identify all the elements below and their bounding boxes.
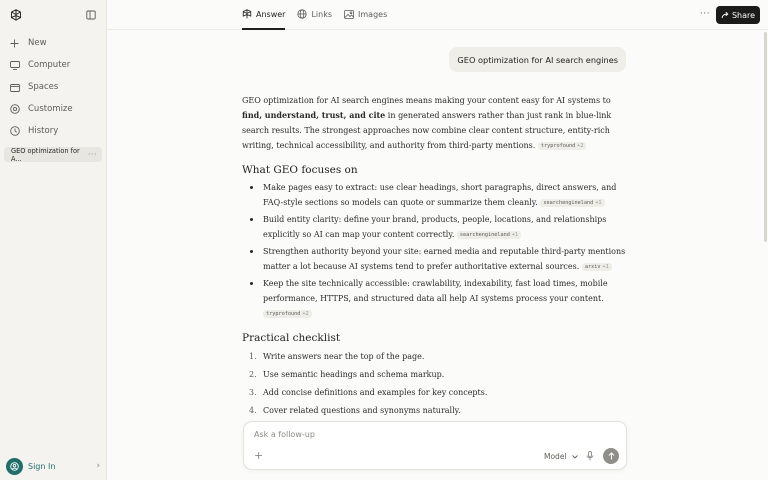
answer-icon (242, 9, 252, 19)
sidebar-item-label: Spaces (28, 82, 59, 92)
citation-chip[interactable] (457, 231, 521, 239)
more-options-icon[interactable]: ··· (699, 9, 710, 19)
chevron-right-icon: › (96, 461, 100, 471)
citation-chip[interactable] (582, 263, 612, 271)
checklist (242, 348, 627, 420)
list-item (263, 244, 627, 274)
sidebar-nav (0, 32, 106, 142)
top-bar (107, 0, 768, 30)
intro-bold-text: find, understand, trust, and cite (242, 110, 386, 120)
scrollbar[interactable] (764, 30, 768, 470)
citation-count: +2 (302, 311, 309, 317)
list-item-text: Write answers near the top of the page. (263, 352, 425, 361)
tab-label: Images (358, 9, 388, 19)
tab-label: Answer (256, 9, 286, 19)
list-number: 4. (249, 406, 257, 415)
share-button[interactable] (716, 6, 760, 24)
intro-text: GEO optimization for AI search engines means making your content easy for AI systems to (242, 96, 611, 105)
focus-list (242, 180, 627, 321)
scrollbar-thumb[interactable] (764, 32, 767, 242)
citation-source: arxiv (584, 264, 601, 270)
follow-up-composer (243, 421, 627, 470)
citation-count: +1 (511, 232, 519, 238)
chevron-down-icon (571, 454, 579, 460)
sidebar-item-label: History (28, 126, 59, 136)
citation-source: tryprofound (540, 143, 576, 149)
answer-tabs (242, 0, 399, 30)
spaces-icon (9, 82, 20, 93)
microphone-icon[interactable] (586, 451, 594, 464)
section-heading: What GEO focuses on (242, 164, 358, 176)
send-button[interactable] (603, 448, 619, 464)
citation-chip[interactable] (538, 142, 587, 150)
attach-plus-icon[interactable]: + (254, 449, 264, 462)
sign-in-label: Sign In (28, 461, 56, 471)
tab-images[interactable] (344, 0, 387, 30)
list-number: 2. (249, 370, 257, 379)
globe-icon (297, 9, 307, 19)
list-item-text: Build entity clarity: define your brand, products, people, locations, and relationships explicitly so AI can map your content correctly. (263, 215, 607, 239)
computer-icon (9, 60, 20, 71)
sidebar-item-label: New (28, 38, 47, 48)
plus-icon (9, 38, 20, 49)
citation-source: tryprofound (266, 311, 301, 317)
arrow-up-icon (608, 452, 615, 460)
intro-text-cont: in generated answers rather than just rank in blue-link search results. The strongest approaches now combine clear content structure, entity-rich writing, technical accessibility, and authority from third-party mentions. (242, 111, 612, 150)
sidebar-header (0, 0, 106, 30)
list-item-text: Add concise definitions and examples for key concepts. (263, 388, 488, 397)
tab-links[interactable] (297, 0, 332, 30)
history-icon (9, 126, 20, 137)
list-number: 1. (249, 352, 257, 361)
sidebar-item-label: Computer (28, 60, 71, 70)
citation-source: searchengineland (543, 200, 594, 206)
sidebar-item-history[interactable] (0, 120, 106, 142)
sidebar-item-computer[interactable] (0, 54, 106, 76)
list-item (263, 276, 627, 321)
list-item (263, 212, 627, 242)
list-item-text: Cover related questions and synonyms naturally. (263, 406, 461, 415)
sidebar-item-label: Customize (28, 104, 73, 114)
tab-answer[interactable] (242, 0, 285, 30)
citation-count: +1 (602, 264, 609, 270)
thread-title: GEO optimization for A... (11, 146, 80, 163)
image-icon (344, 10, 354, 19)
sidebar-item-spaces[interactable] (0, 76, 106, 98)
list-item (249, 366, 627, 384)
model-label: Model (544, 452, 567, 461)
sign-in-button[interactable] (6, 457, 100, 475)
list-item-text: Make pages easy to extract: use clear headings, short paragraphs, direct answers, and FAQ-style sections so models can quote or summarize them cleanly. (263, 183, 617, 207)
answer-content (242, 93, 627, 420)
citation-chip[interactable] (263, 310, 312, 318)
thread-more-icon[interactable]: ··· (87, 150, 97, 159)
sidebar-item-customize[interactable] (0, 98, 106, 120)
list-item-text: Strengthen authority beyond your site: earned media and reputable third-party mentions matter a lot because AI systems tend to prefer authoritative external sources. (263, 247, 626, 271)
sidebar-thread-item[interactable] (4, 147, 102, 162)
collapse-sidebar-icon[interactable] (86, 10, 96, 20)
sidebar (0, 0, 107, 480)
citation-chip[interactable] (540, 199, 604, 207)
citation-count: +1 (595, 200, 602, 206)
citation-count: +2 (577, 143, 584, 149)
user-query-bubble: GEO optimization for AI search engines (449, 47, 626, 72)
user-avatar-icon (6, 458, 23, 475)
list-number: 3. (249, 388, 257, 397)
citation-source: searchengineland (459, 232, 510, 238)
tab-label: Links (311, 9, 333, 19)
follow-up-input[interactable] (254, 430, 554, 439)
share-label: Share (731, 10, 756, 20)
list-item (249, 348, 627, 366)
model-selector[interactable] (544, 452, 579, 461)
answer-intro (242, 93, 627, 153)
list-item (263, 180, 627, 210)
list-item (249, 384, 627, 402)
section-heading: Practical checklist (242, 332, 341, 344)
customize-icon (9, 104, 20, 115)
list-item-text: Keep the site technically accessible: crawlability, indexability, fast load times, mobile performance, HTTPS, and structured data all help AI systems process your content. (263, 279, 608, 303)
sidebar-item-new[interactable] (0, 32, 106, 54)
logo-icon[interactable] (10, 9, 22, 21)
share-icon (721, 11, 729, 19)
list-item-text: Use semantic headings and schema markup. (263, 370, 445, 379)
